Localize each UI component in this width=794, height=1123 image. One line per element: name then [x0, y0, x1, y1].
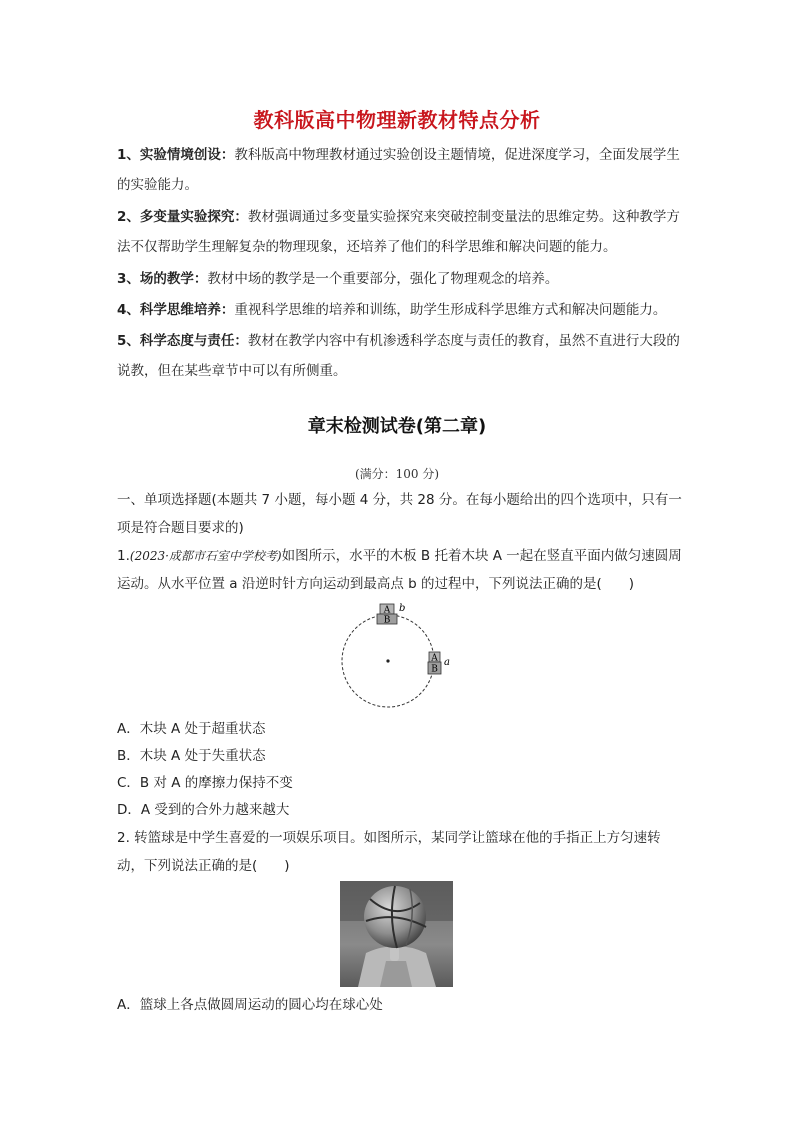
feature-item-2	[117, 202, 682, 262]
basketball-photo	[340, 881, 453, 987]
point-label: a	[444, 657, 450, 668]
feature-item-3	[117, 264, 682, 294]
point-label: b	[399, 603, 406, 614]
question-2: 2. 转篮球是中学生喜爱的一项娱乐项目。如图所示，某同学让篮球在他的手指正上方匀速转动，下列说法正确的是( )	[117, 830, 661, 874]
feature-item-4	[117, 295, 682, 325]
feature-text: 教材中场的教学是一个重要部分，强化了物理观念的培养。	[207, 271, 559, 287]
feature-text: 教材在教学内容中有机渗透科学态度与责任的教育，虽然不直进行大段的说教，但在某些章节中可以有所侧重。	[117, 333, 680, 379]
question-stem: 如图所示，水平的木板 B 托着木块 A 一起在竖直平面内做匀速圆周运动。从水平位置 a 沿逆时针方向运动到最高点 b 的过程中，下列说法正确的是( )	[117, 548, 682, 592]
q1-option-a: A．木块 A 处于超重状态	[117, 721, 266, 737]
q1-option-d: D．A 受到的合外力越来越大	[117, 802, 290, 818]
q1-option-b: B．木块 A 处于失重状态	[117, 748, 266, 764]
feature-label: 1、实验情境创设：	[117, 147, 235, 163]
feature-label: 4、科学思维培养：	[117, 302, 235, 318]
feature-label: 5、科学态度与责任：	[117, 333, 248, 349]
feature-label: 2、多变量实验探究：	[117, 209, 248, 225]
feature-text: 教材强调通过多变量实验探究来突破控制变量法的思维定势。这种教学方法不仅帮助学生理解复杂的物理现象，还培养了他们的科学思维和解决问题的能力。	[117, 209, 680, 255]
block-label: A	[431, 653, 438, 664]
exam-title: 章末检测试卷(第二章)	[307, 416, 487, 437]
feature-label: 3、场的教学：	[117, 271, 208, 287]
exam-score: (满分：100 分)	[354, 467, 440, 481]
q1-option-c: C．B 对 A 的摩擦力保持不变	[117, 775, 293, 791]
feature-text: 教科版高中物理教材通过实验创设主题情境，促进深度学习，全面发展学生的实验能力。	[117, 147, 680, 193]
question-number: 1.	[117, 548, 130, 564]
block-label: A	[383, 605, 391, 616]
block-at-b	[377, 603, 405, 626]
part-heading: 一、单项选择题(本题共 7 小题，每小题 4 分，共 28 分。在每小题给出的四个选项中，只有一项是符合题目要求的)	[117, 492, 682, 536]
block-at-a	[428, 652, 450, 675]
question-source: (2023·成都市石室中学校考)	[129, 549, 282, 563]
feature-item-5	[117, 326, 682, 386]
block-label: B	[431, 664, 438, 675]
section-title: 教科版高中物理新教材特点分析	[253, 108, 541, 132]
circular-motion-figure	[330, 598, 460, 710]
q2-option-a: A．篮球上各点做圆周运动的圆心均在球心处	[117, 997, 383, 1013]
question-1	[117, 542, 682, 598]
feature-item-1	[117, 140, 682, 200]
block-label: B	[383, 615, 391, 626]
feature-text: 重视科学思维的培养和训练，助学生形成科学思维方式和解决问题能力。	[234, 302, 667, 318]
